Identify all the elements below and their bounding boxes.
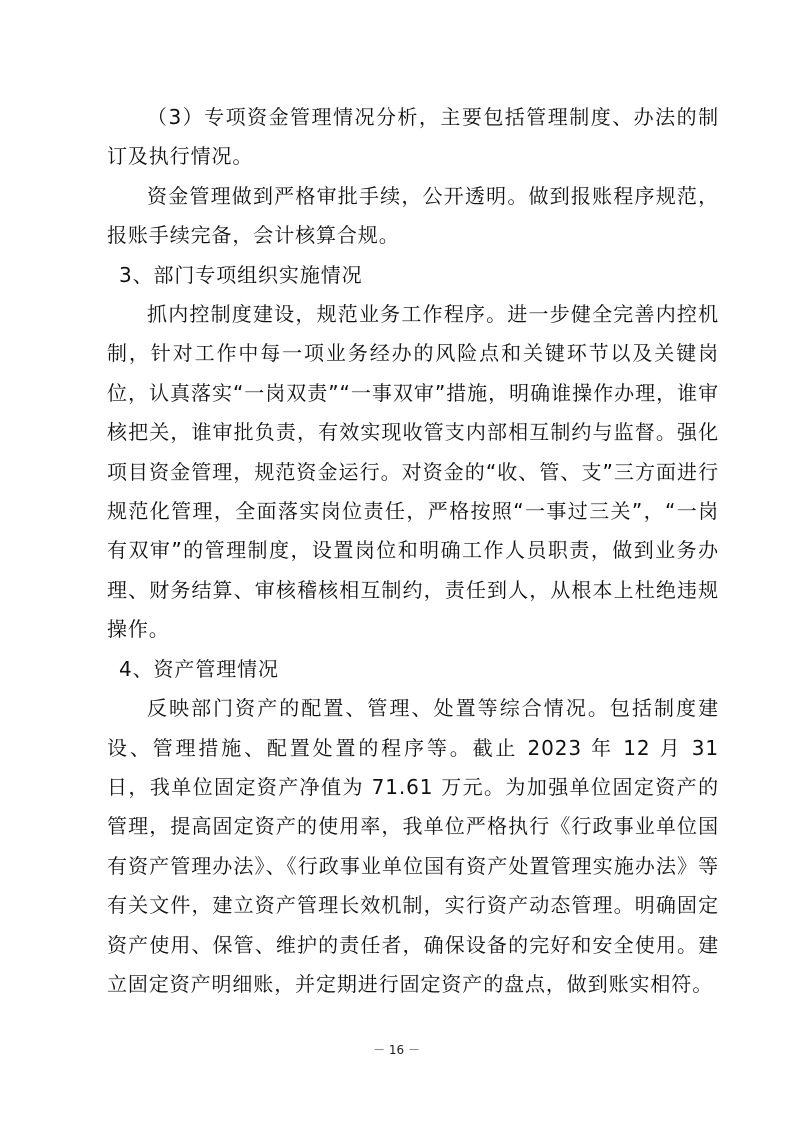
section-heading-implementation: 3、部门专项组织实施情况 bbox=[119, 262, 363, 287]
paragraph-asset-management: 反映部门资产的配置、管理、处置等综合情况。包括制度建设、管理措施、配置处置的程序等。截止 2023 年 12 月 31 日，我单位固定资产净值为 71.61 万元。为加强单位固定资产的管理，提高固定资产的使用率，我单位严格执行《行政事业单位国有资产管理办法》、《行政事业单位国有资产处置管理实施办法》等有关文件，建立资产管理长效机制，实行资产动态管理。明确固定资产使用、保管、维护的责任者，确保设备的完好和安全使用。建立固定资产明细账，并定期进行固定资产的盘点，做到账实相符。 bbox=[107, 696, 719, 996]
paragraph-funds-management: 资金管理做到严格审批手续，公开透明。做到报账程序规范，报账手续完备，会计核算合规。 bbox=[107, 183, 719, 248]
page-number: － 16 － bbox=[373, 1043, 420, 1057]
body-text bbox=[107, 98, 719, 1004]
section-heading-asset-management: 4、资产管理情况 bbox=[119, 656, 279, 681]
paragraph-internal-control: 抓内控制度建设，规范业务工作程序。进一步健全完善内控机制，针对工作中每一项业务经办的风险点和关键环节以及关键岗位，认真落实“一岗双责”“一事双审”措施，明确谁操作办理，谁审核把关，谁审批负责，有效实现收管支内部相互制约与监督。强化项目资金管理，规范资金运行。对资金的“收、管、支”三方面进行规范化管理，全面落实岗位责任，严格按照“一事过三关”，“一岗有双审”的管理制度，设置岗位和明确工作人员职责，做到业务办理、财务结算、审核稽核相互制约，责任到人，从根本上杜绝违规操作。 bbox=[107, 302, 719, 642]
paragraph-special-funds-analysis: （3）专项资金管理情况分析，主要包括管理制度、办法的制订及执行情况。 bbox=[107, 105, 719, 169]
